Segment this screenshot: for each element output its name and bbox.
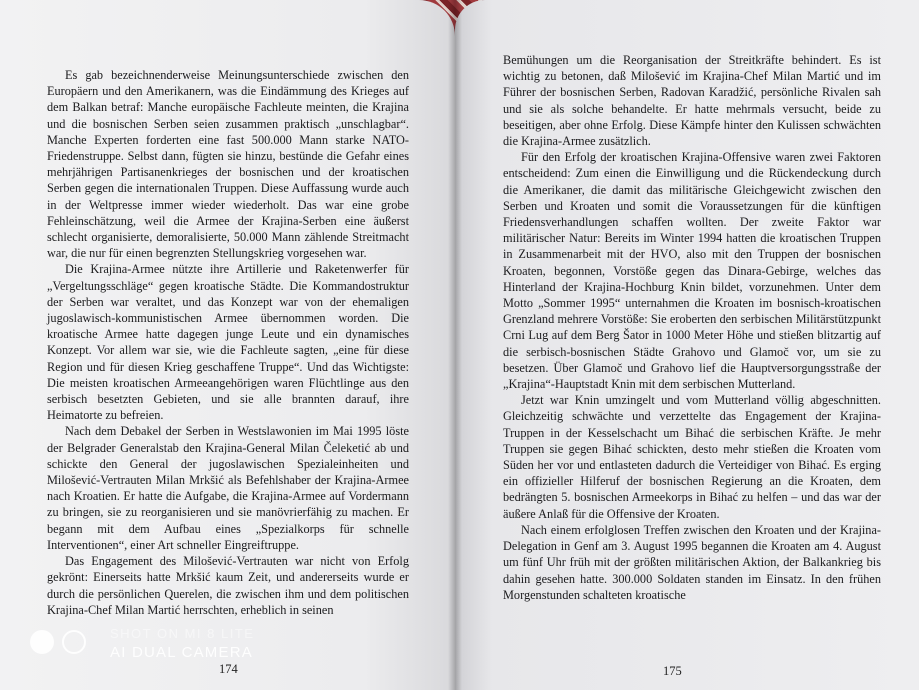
left-page [0, 0, 455, 690]
right-paragraph-1: Bemühungen um die Reorganisation der Streitkräfte behindert. Es ist wichtig zu betonen, daß Milošević im Krajina-Chef Milan Martić und im Führer der bosnischen Serben, Radovan Karadžić, persönliche Rivalen sah und sie als solche behandelte. Er hatte mehrmals versucht, beide zu beseitigen, aber ohne Erfolg. Diese Kämpfe hinter den Kulissen schwächten die Krajina-Armee zusätzlich. [503, 53, 881, 149]
left-page-number: 174 [219, 662, 238, 676]
watermark-line-1: SHOT ON MI 8 LITE [110, 626, 255, 641]
watermark-line-2: AI DUAL CAMERA [110, 644, 253, 661]
right-paragraph-2: Für den Erfolg der kroatischen Krajina-Offensive waren zwei Faktoren entscheidend: Zum einen die Einwilligung und die Rückendeckung durch die Amerikaner, die damit das militärische Gleichgewicht zwischen den Serben und Kroaten und somit die Voraussetzungen für die künftigen Friedensverhandlungen schaffen wollten. Der zweite Faktor war militärischer Natur: Bereits im Winter 1994 hatten die kroatischen Truppen in Zusammenarbeit mit der HVO, also mit den Truppen der bosnischen Kroaten, begonnen, Vorstöße gegen das Dinara-Gebirge, welches das Hinterland der Krajina-Hochburg Knin bildet, vorzunehmen. Unter dem Motto „Sommer 1995“ unternahmen die Kroaten im bosnisch-kroatischen Grenzland mehrere Vorstöße: Sie eroberten den serbischen Militärstützpunkt Crni Lug auf dem Berg Šator in 1000 Meter Höhe und stießen blitzartig auf die serbisch-bosnischen Städte Grahovo und Glamoč vor, um sie zu besetzen. Über Glamoč und Grahovo lief die Hauptversorgungsstraße der „Krajina“-Hauptstadt Knin mit dem serbischen Mutterland. [503, 150, 881, 392]
right-page-body [503, 52, 881, 603]
left-paragraph-2: Die Krajina-Armee nützte ihre Artillerie und Raketenwerfer für „Vergeltungsschläge“ gegen kroatische Städte. Die Kommandostruktur der Serben war veraltet, und das Konzept war von der ehemaligen jugoslawisch-kommunistischen Armee übernommen worden. Die kroatische Armee hatte dagegen junge Leute und ein dynamisches Konzept. Vor allem war sie, wie die Fachleute sagten, „eine für diese Region und für diesen Krieg geschaffene Truppe“. Und das Wichtigste: Die meisten kroatischen Armeeangehörigen waren Flüchtlinge aus den serbisch besetzten Gebieten, und sie alle brannten darauf, ihre Heimatorte zu befreien. [47, 262, 409, 423]
left-paragraph-3: Nach dem Debakel der Serben in Westslawonien im Mai 1995 löste der Belgrader Generalstab den Krajina-General Milan Čeleketić ab und schickte den General der jugoslawischen Spezialeinheiten und Milošević-Vertrauten Milan Mrkšić als Befehlshaber der Krajina-Armee nach Kroatien. Er hatte die Aufgabe, die Krajina-Armee auf Vordermann zu bringen, sie zu reorganisieren und sie manövrierfähig zu machen. Er begann mit dem Aufbau eines „Spezialkorps für schnelle Interventionen“, einer Art schneller Eingreiftruppe. [47, 424, 409, 552]
right-page-number: 175 [663, 664, 682, 678]
right-paragraph-4: Nach einem erfolglosen Treffen zwischen den Kroaten und der Krajina-Delegation in Genf am 3. August 1995 begannen die Kroaten am 4. August um fünf Uhr früh mit der größten militärischen Aktion, der Balkankrieg bis dahin gesehen hatte. 300.000 Soldaten standen im Einsatz. In den frühen Morgenstunden schalteten kroatische [503, 522, 881, 602]
book-gutter [448, 0, 462, 690]
right-page [455, 0, 919, 690]
left-paragraph-1: Es gab bezeichnenderweise Meinungsunterschiede zwischen den Europäern und den Amerikanern, was die Eindämmung des Krieges auf dem Balkan betraf: Manche europäische Fachleute meinten, die Krajina und die bosnischen Serben seien zusammen praktisch „unschlagbar“. Manche Experten forderten eine fast 500.000 Mann starke NATO-Friedenstruppe. Selbst dann, fügten sie hinzu, bestünde die Gefahr eines mehrjährigen Partisanenkrieges der bosnischen und der kroatischen Serben gegen die internationalen Truppen. Diese Auffassung wurde auch in der Weltpresse immer wieder wiederholt. Das war eine grobe Fehleinschätzung, weil die Armee der Krajina-Serben eine äußerst schlecht organisierte, demoralisierte, 50.000 Mann zählende Streitmacht war, die nur für einen begrenzten Stellungskrieg vorgesehen war. [47, 68, 409, 261]
right-paragraph-3: Jetzt war Knin umzingelt und vom Mutterland völlig abgeschnitten. Gleichzeitig schwächte und verzettelte das Engagement der Krajina-Truppen in der Kesselschacht um Bihać die serbischen Kräfte. Je mehr Truppen sie gegen Bihać schickten, desto mehr stießen die Kroaten vom Süden her vor und entlasteten dadurch die Verteidiger von Bihać. Es erging ein offizieller Hilferuf der bosnischen Regierung an die Kroaten, dem bedrängten 5. bosnischen Armeekorps in Bihać zu helfen – und das war der äußere Anlaß für die Offensive der Kroaten. [503, 393, 881, 521]
left-paragraph-4: Das Engagement des Milošević-Vertrauten war nicht von Erfolg gekrönt: Einerseits hatte Mrkšić kaum Zeit, und andererseits wurde er durch die persönlichen Querelen, die zwischen ihm und dem politischen Krajina-Chef Milan Martić herrschten, erheblich in seinen [47, 554, 409, 617]
left-page-body [47, 67, 409, 618]
camera-logo-icon [30, 630, 96, 660]
